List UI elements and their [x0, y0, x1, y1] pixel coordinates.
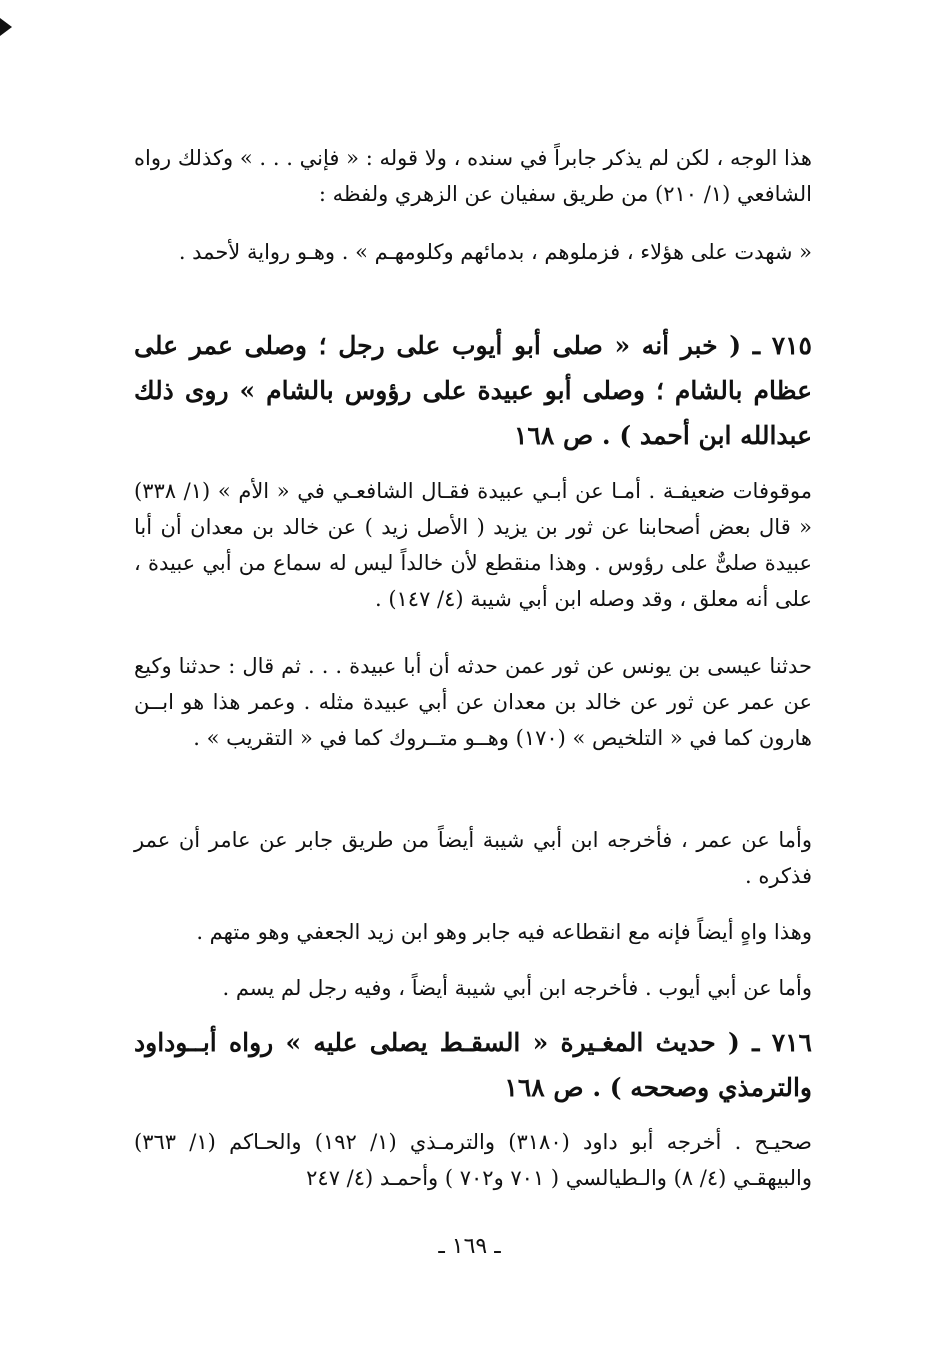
paragraph-quote	[134, 228, 812, 276]
paragraph-mawqufat	[134, 473, 812, 617]
hadith-715	[134, 323, 812, 458]
paragraph-intro	[134, 140, 812, 212]
paragraph-text: موقوفات ضعيفـة . أمـا عن أبـي عبيدة فقـال الشافعـي في « الأم » (١/ ٣٣٨) « قال بعض أصحابنا عن ثور بن يزيد ( الأصل زيد ) عن خالد بن معدان أن أبا عبيدة صلىٌّ على رؤوس . وهذا منقطع لأن خالداً ليس له سماع من أبي عبيدة ، على أنه معلق ، وقد وصله ابن أبي شيبة (٤/ ١٤٧) .	[134, 479, 812, 611]
paragraph-text: وهذا واهٍ أيضاً فإنه مع انقطاعه فيه جابر وهو ابن زيد الجعفي وهو متهم .	[196, 920, 812, 944]
paragraph-text: وأما عن أبي أيوب . فأخرجه ابن أبي شيبة أيضاً ، وفيه رجل لم يسم .	[222, 976, 812, 1000]
corner-mark-icon	[0, 18, 12, 36]
paragraph-sahih	[134, 1124, 812, 1196]
quote-text: « شهدت على هؤلاء ، فزملوهم ، بدمائهم وكلومهـم » . وهـو رواية لأحمد .	[178, 240, 812, 264]
paragraph-abu-ayyub	[134, 970, 812, 1006]
paragraph-isa	[134, 648, 812, 756]
page-number: ـ ١٦٩ ـ	[438, 1234, 501, 1259]
paragraph-umar	[134, 822, 812, 894]
paragraph-text: هذا الوجه ، لكن لم يذكر جابراً في سنده ، ولا قوله : « فإني . . . » وكذلك رواه الشافعي (١/ ٢١٠) من طريق سفيان عن الزهري ولفظه :	[134, 146, 812, 206]
paragraph-text: وأما عن عمر ، فأخرجه ابن أبي شيبة أيضاً من طريق جابر عن عامر أن عمر فذكره .	[134, 828, 812, 888]
hadith-text: ٧١٦ ـ ( حديث المغـيرة « السقـط يصلى عليه » رواه أبــوداود والترمذي وصححه ) . ص ١٦٨	[134, 1028, 812, 1102]
paragraph-text: صحيـح . أخرجه أبو داود (٣١٨٠) والترمـذي (١/ ١٩٢) والحـاكم (١/ ٣٦٣) والبيهقـي (٤/ ٨) والـطيالسي ( ٧٠١ و٧٠٢ ) وأحمـد (٤/ ٢٤٧	[134, 1130, 812, 1190]
paragraph-text: حدثنا عيسى بن يونس عن ثور عمن حدثه أن أبا عبيدة . . . ثم قال : حدثنا وكيع عن عمر عن ثور عن خالد بن معدان عن أبي عبيدة مثله . وعمر هذا هو ابــن هارون كما في « التلخيص » (١٧٠) وهــو متــروك كما في « التقريب » .	[134, 654, 812, 750]
hadith-text: ٧١٥ ـ ( خبر أنه « صلى أبو أيوب على رجل ؛ وصلى عمر على عظام بالشام ؛ وصلى أبو عبيدة على رؤوس بالشام » روى ذلك عبدالله ابن أحمد ) . ص ١٦٨	[134, 331, 812, 450]
hadith-716	[134, 1020, 812, 1110]
paragraph-wahin	[134, 914, 812, 950]
